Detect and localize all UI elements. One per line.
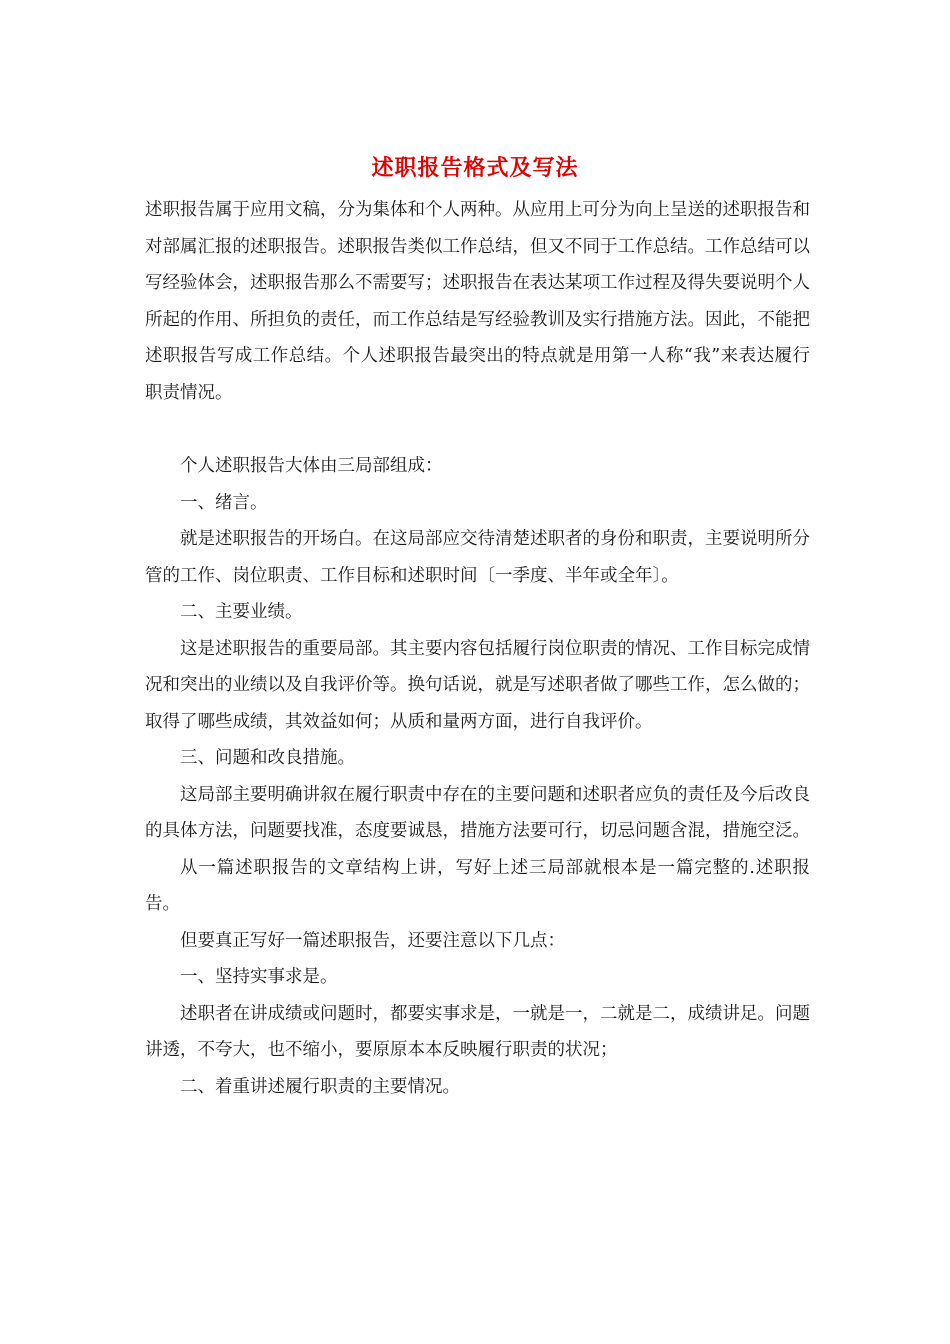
- section-paragraph-1: 就是述职报告的开场白。在这局部应交待清楚述职者的身份和职责，主要说明所分管的工作、岗位职责、工作目标和述职时间〔一季度、半年或全年〕。: [145, 529, 810, 586]
- document-title: 述职报告格式及写法: [371, 155, 579, 181]
- notes-intro: 但要真正写好一篇述职报告，还要注意以下几点：: [180, 930, 565, 951]
- section-paragraph-3: 这局部主要明确讲叙在履行职责中存在的主要问题和述职者应负的责任及今后改良的具体方法，问题要找准，态度要诚恳，措施方法要可行，切忌问题含混，措施空泛。: [145, 784, 810, 841]
- section-paragraph-2: 这是述职报告的重要局部。其主要内容包括履行岗位职责的情况、工作目标完成情况和突出的业绩以及自我评价等。换句话说，就是写述职者做了哪些工作，怎么做的；取得了哪些成绩，其效益如何；从质和量两方面，进行自我评价。: [145, 638, 810, 732]
- section-heading-2: 二、主要业绩。: [180, 602, 303, 622]
- note-paragraph-1: 述职者在讲成绩或问题时，都要实事求是，一就是一，二就是二，成绩讲足。问题讲透，不夸大，也不缩小，要原原本本反映履行职责的状况；: [145, 1003, 810, 1060]
- intro-paragraph: 述职报告属于应用文稿，分为集体和个人两种。从应用上可分为向上呈送的述职报告和对部属汇报的述职报告。述职报告类似工作总结，但又不同于工作总结。工作总结可以写经验体会，述职报告那么不需要写；述职报告在表达某项工作过程及得失要说明个人所起的作用、所担负的责任，而工作总结是写经验教训及实行措施方法。因此，不能把述职报告写成工作总结。个人述职报告最突出的特点就是用第一人称“我”来表达履行职责情况。: [145, 200, 810, 403]
- structure-intro: 个人述职报告大体由三局部组成：: [180, 456, 443, 476]
- paragraph-gap: [145, 411, 810, 448]
- section-heading-3: 三、问题和改良措施。: [180, 748, 355, 768]
- document-body: [145, 192, 810, 1105]
- note-heading-2: 二、着重讲述履行职责的主要情况。: [180, 1076, 460, 1097]
- summary-paragraph: 从一篇述职报告的文章结构上讲，写好上述三局部就根本是一篇完整的.述职报告。: [145, 857, 810, 914]
- note-heading-1: 一、坚持实事求是。: [180, 967, 338, 987]
- section-heading-1: 一、绪言。: [180, 492, 268, 513]
